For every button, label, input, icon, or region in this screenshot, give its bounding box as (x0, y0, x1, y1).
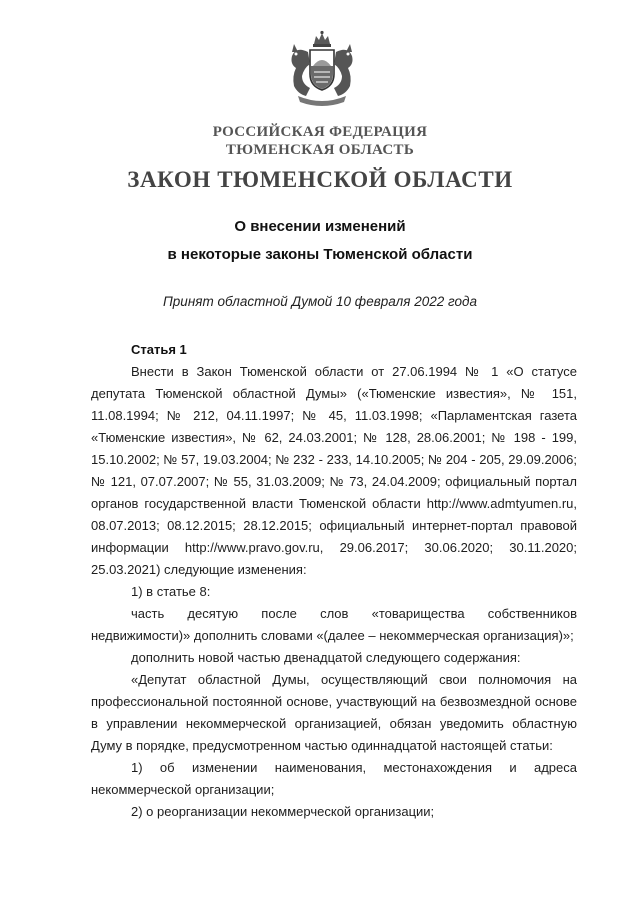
article-intro-paragraph: Внести в Закон Тюменской области от 27.06.1994 № 1 «О статусе депутата Тюменской областной Думы» («Тюменские известия», № 151, 11.08.1994; № 212, 04.11.1997; № 45, 11.03.1998; «Парламентская газета «Тюменские известия», № 62, 24.03.2001; № 128, 28.06.2001; № 198 - 199, 15.10.2002; № 57, 19.03.2004; № 232 - 233, 14.10.2005; № 204 - 205, 29.09.2006; № 121, 07.07.2007; № 55, 31.03.2009; № 73, 24.04.2009; официальный портал органов государственной власти Тюменской области http://www.admtyumen.ru, 08.07.2013; 08.12.2015; 28.12.2015; официальный интернет-портал правовой информации http://www.pravo.gov.ru, 29.06.2017; 30.06.2020; 30.11.2020; 25.03.2021) следующие изменения: (91, 364, 577, 577)
article-heading: Статья 1 (131, 342, 187, 357)
adoption-date: Принят областной Думой 10 февраля 2022 года (163, 294, 477, 309)
law-title-line-1: О внесении изменений (234, 218, 406, 235)
law-title-line-2: в некоторые законы Тюменской области (167, 246, 473, 263)
item-1-a-paragraph: часть десятую после слов «товарищества собственников недвижимости)» дополнить словами «(далее – некоммерческая организация)»; (91, 606, 577, 643)
sub-item-2-paragraph: 2) о реорганизации некоммерческой организации; (131, 804, 435, 819)
amendments-list (91, 581, 577, 603)
region-heading: ТЮМЕНСКАЯ ОБЛАСТЬ (225, 142, 415, 158)
item-1-b-paragraph: дополнить новой частью двенадцатой следующего содержания: (131, 650, 521, 665)
law-type-heading: ЗАКОН ТЮМЕНСКОЙ ОБЛАСТИ (127, 167, 513, 192)
amendment-part-10 (91, 603, 577, 647)
sub-item-1-paragraph: 1) об изменении наименования, местонахождения и адреса некоммерческой организации; (91, 760, 577, 797)
coat-of-arms-emblem (284, 30, 360, 108)
quote-paragraph: «Депутат областной Думы, осуществляющий свои полномочия на профессиональной постоянной основе, участвующий на безвозмездной основе в управлении некоммерческой организацией, обязан уведомить областную Думу в порядке, предусмотренном частью одиннадцатой настоящей статьи: (91, 672, 577, 753)
article-body (91, 361, 577, 581)
sub-item-1 (91, 757, 577, 801)
quoted-provision (91, 669, 577, 757)
sub-item-2 (91, 801, 577, 823)
amendment-part-12-intro (91, 647, 577, 669)
item-1: 1) в статье 8: (131, 584, 211, 599)
federation-heading: РОССИЙСКАЯ ФЕДЕРАЦИЯ (212, 124, 428, 140)
